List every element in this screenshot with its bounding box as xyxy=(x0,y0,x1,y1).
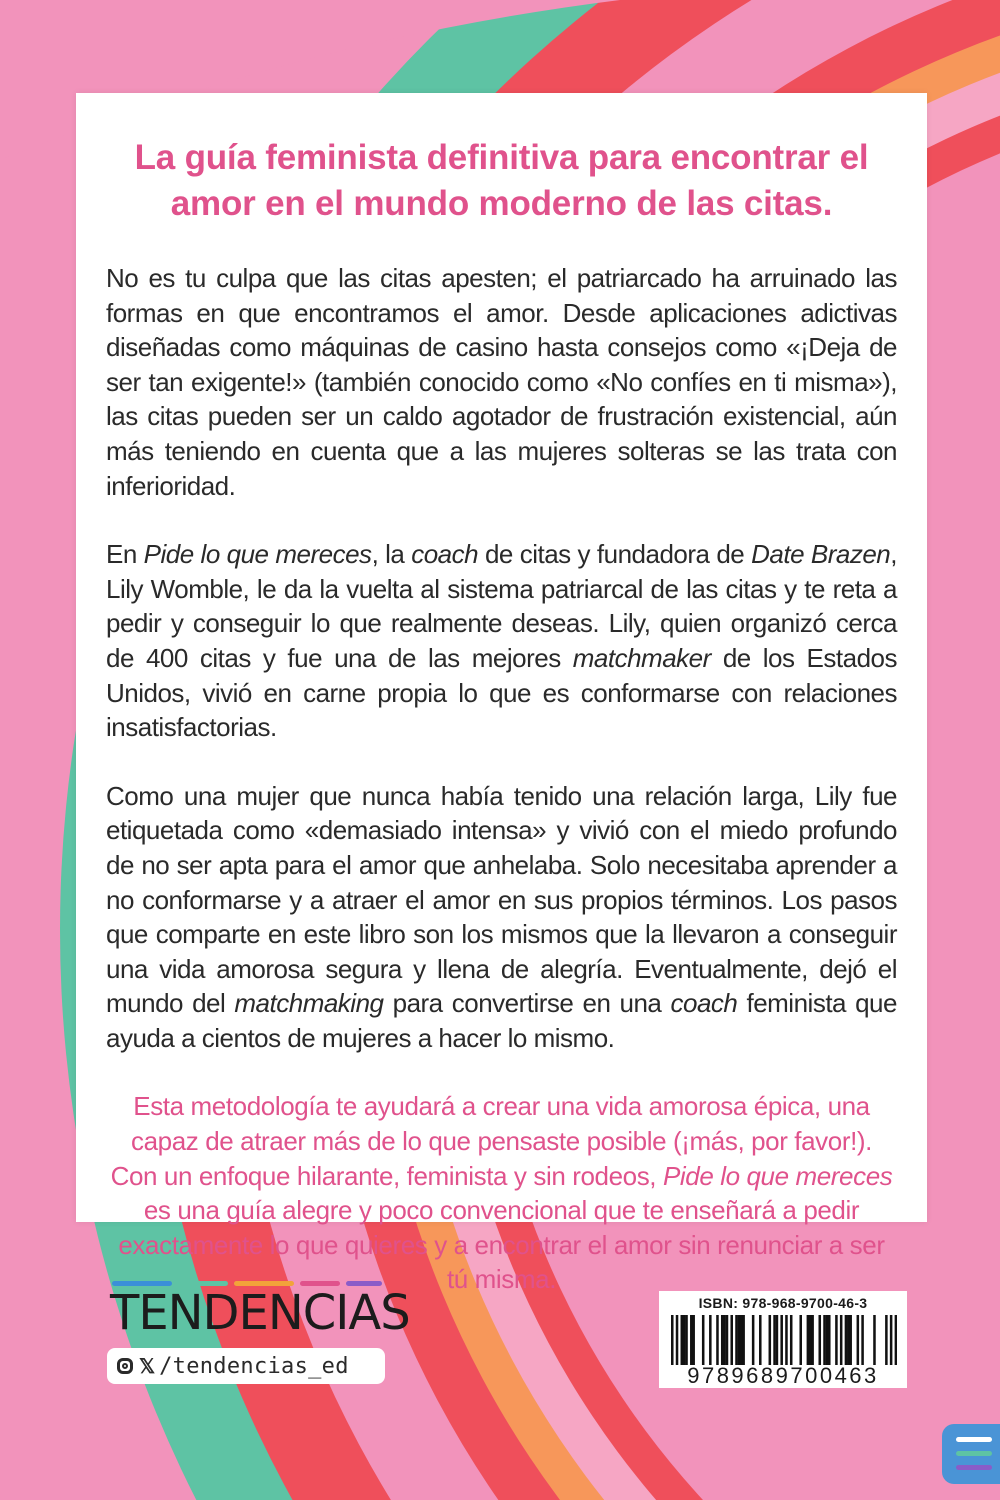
barcode-bar xyxy=(692,1315,695,1365)
barcode-bar xyxy=(849,1315,852,1365)
barcode-bar xyxy=(769,1315,772,1365)
social-handle: /tendencias_ed xyxy=(159,1353,349,1379)
barcode-bar xyxy=(683,1315,686,1365)
barcode-bar xyxy=(818,1315,821,1365)
isbn-barcode xyxy=(659,1291,907,1388)
barcode-bar xyxy=(681,1315,684,1365)
publisher-logo xyxy=(108,1281,410,1341)
paragraph-1: No es tu culpa que las citas apesten; el patriarcado ha arruinado las formas en que encontramos el amor. Desde aplicaciones adictivas diseñadas como máquinas de casino hasta consejos como «¡Deja de ser tan exigente!» (también conocido como «No confíes en ti misma»), las citas pueden ser un caldo agotador de frustración existencial, aún más teniendo en cuenta que a las mujeres solteras se las trata con inferioridad. xyxy=(106,263,897,501)
barcode-bar xyxy=(702,1315,705,1365)
body-paragraphs xyxy=(106,261,897,1055)
logo-wordmark: TENDENCIAS xyxy=(110,1285,410,1341)
menu-bar xyxy=(956,1437,992,1442)
isbn-digits: 9789689700463 xyxy=(687,1363,879,1388)
barcode-bar xyxy=(828,1315,831,1365)
barcode-bar xyxy=(716,1315,719,1365)
closing-paragraph: Esta metodología te ayudará a crear una vida amorosa épica, una capaz de atraer más de lo que pensaste posible (¡más, por favor!). Con un enfoque hilarante, feminista y sin rodeos, Pide lo que mereces es una guía alegre y poco convencional que te enseñará a pedir exactamente lo que quieres y a encontrar el amor sin renunciar a ser tú misma. xyxy=(110,1091,893,1295)
paragraph-2: En Pide lo que mereces, la coach de citas y fundadora de Date Brazen, Lily Womble, le da la vuelta al sistema patriarcal de las citas y te reta a pedir y conseguir lo que realmente deseas. Lily, quien organizó cerca de 400 citas y fue una de las mejores matchmaker de los Estados Unidos, vivió en carne propia lo que es conformarse con relaciones insatisfactorias. xyxy=(106,539,897,743)
barcode-bar xyxy=(740,1315,743,1365)
barcode-bar xyxy=(847,1315,850,1365)
barcode-bar xyxy=(726,1315,729,1365)
menu-bar xyxy=(956,1465,992,1470)
back-cover-card xyxy=(76,93,927,1295)
barcode-bar xyxy=(895,1315,897,1365)
barcode-bar xyxy=(759,1315,762,1365)
isbn-label: ISBN: 978-968-9700-46-3 xyxy=(698,1295,868,1311)
barcode-bar xyxy=(811,1315,814,1365)
barcode-bar xyxy=(885,1315,888,1365)
barcode-bar xyxy=(790,1315,793,1365)
menu-icon[interactable] xyxy=(942,1424,1000,1484)
barcode-bar xyxy=(861,1315,864,1365)
barcode-bar xyxy=(738,1315,741,1365)
barcode-bar xyxy=(742,1315,745,1365)
barcode-bar xyxy=(826,1315,829,1365)
barcode-bar xyxy=(835,1315,838,1365)
barcode-bar xyxy=(723,1315,726,1365)
barcode-bar xyxy=(721,1315,724,1365)
barcode-bar xyxy=(873,1315,876,1365)
barcode-bar xyxy=(709,1315,712,1365)
instagram-icon xyxy=(117,1358,133,1374)
barcode-bar xyxy=(671,1315,674,1365)
barcode-bar xyxy=(735,1315,738,1365)
barcode-bar xyxy=(890,1315,893,1365)
barcode-bar xyxy=(823,1315,826,1365)
barcode-bar xyxy=(840,1315,843,1365)
barcode-bar xyxy=(809,1315,812,1365)
barcode-bars xyxy=(671,1315,897,1365)
headline: La guía feminista definitiva para encontrar el amor en el mundo moderno de las citas. xyxy=(134,138,869,223)
menu-bar xyxy=(956,1451,992,1456)
social-handle-badge[interactable] xyxy=(107,1348,385,1384)
barcode-bar xyxy=(752,1315,755,1365)
barcode-bar xyxy=(776,1315,779,1365)
barcode-bar xyxy=(845,1315,848,1365)
barcode-bar xyxy=(780,1315,783,1365)
barcode-bar xyxy=(690,1315,693,1365)
barcode-bar xyxy=(676,1315,679,1365)
barcode-bar xyxy=(807,1315,810,1365)
x-icon: 𝕏 xyxy=(139,1355,156,1378)
barcode-bar xyxy=(730,1315,733,1365)
barcode-bar xyxy=(785,1315,788,1365)
barcode-bar xyxy=(685,1315,688,1365)
barcode-bar xyxy=(773,1315,776,1365)
barcode-bar xyxy=(799,1315,802,1365)
barcode-bar xyxy=(857,1315,860,1365)
paragraph-3: Como una mujer que nunca había tenido una relación larga, Lily fue etiquetada como «demasiado intensa» y vivió con el miedo profundo de no ser apta para el amor que anhelaba. Solo necesitaba aprender a no conformarse y a atraer el amor en sus propios términos. Los pasos que comparte en este libro son los mismos que la llevaron a conseguir una vida amorosa segura y llena de alegría. Eventualmente, dejó el mundo del matchmaking para convertirse en una coach feminista que ayuda a cientos de mujeres a hacer lo mismo. xyxy=(106,780,897,1053)
